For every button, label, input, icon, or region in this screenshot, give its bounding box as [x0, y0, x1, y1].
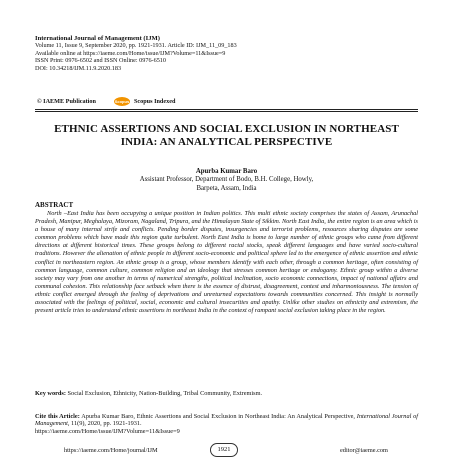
- author-block: [40, 168, 413, 193]
- footer-journal-link[interactable]: https://iaeme.com/Home/journal/IJM: [64, 447, 158, 454]
- cite-url-link[interactable]: https://iaeme.com/Home/issue/IJM?Volume=11&Issue=9: [35, 427, 180, 435]
- journal-name: International Journal of Management (IJM): [35, 35, 160, 42]
- issn-line: ISSN Print: 0976-6502 and ISSN Online: 0976-6510: [35, 57, 166, 65]
- volume-line: Volume 11, Issue 9, September 2020, pp. 1921-1931. Article ID: IJM_11_09_183: [35, 42, 237, 50]
- cite-text-1: Apurba Kumar Baro, Ethnic Assertions and Social Exclusion in Northeast India: An Analytical Perspective,: [81, 413, 355, 420]
- cite-journal: International Journal of Management,: [35, 413, 419, 428]
- available-online-line: Available online at https://iaeme.com/Home/issue/IJM?Volume=11&Issue=9: [35, 49, 226, 57]
- journal-header: [35, 35, 425, 72]
- cite-label: Cite this Article:: [35, 413, 80, 420]
- abstract-text: North –East India has been occupying a unique position in Indian politics. This multi ethnic society comprises the states of Assam, Arunachal Pradesh, Manipur, Meghalaya, Mizoram, Nagaland, Tripura, and the Himalayan State of Sikkim. North East India, the entire region is an area which is a house of many internal strife and conflicts. Pending border disputes, insurgencies and terrorist problems, resources sharing disputes are some common problems which have made this region quite turbulent. North East India is home to large number of ethnic groups who came from different directions at different historical times. These groups belong to different racial stocks, speak different languages and have varied socio-cultural traditions. However the alienation of ethnic people in different socio-economic and political sphere led to the emergence of ethnic assertion and ethnic conflict in northeastern region. An ethnic group is a group, whose members identify with each other, through a common heritage, often consisting of common language, common culture, common religion and an ideology that stresses common heritage or endogamy. Ethnic group within a diverse society may vary from one another in terms of numerical strengths, political inclination, socio economic connections, impact of national affairs and communal cohesion. This relationship face setback when there is the essence of distrust, disagreement, contest and inharmoniousness. The tension of ethnic conflict emerged through the feeling of deprivations and unreturned expectations towards communities concerned. This insight is normally associated with the feelings of political, social, economic and cultural insecurities and apathy. Unlike other studies on ethnicity and extremism, the present article tries to understand ethnic assertions in northeast India in the context of rampant social exclusion taking place in the region.: [35, 210, 418, 315]
- keywords-label: Key words:: [35, 390, 66, 397]
- scopus-logo: Scopus: [114, 98, 130, 104]
- scopus-indexed-label: Scopus Indexed: [133, 97, 176, 105]
- article-title: ETHNIC ASSERTIONS AND SOCIAL EXCLUSION IN NORTHEAST INDIA: AN ANALYTICAL PERSPECTIVE: [54, 123, 399, 148]
- cite-text-2: 11(9), 2020, pp. 1921-1931.: [71, 420, 142, 428]
- author-affiliation-2: Barpeta, Assam, India: [196, 184, 257, 192]
- citation: [35, 413, 418, 435]
- keywords: [35, 390, 418, 398]
- header-divider-bottom: [35, 111, 418, 112]
- header-divider-top: [35, 109, 418, 110]
- footer-email-link[interactable]: editor@iaeme.com: [340, 447, 388, 454]
- author-name: Apurba Kumar Baro: [195, 168, 258, 175]
- doi-line: DOI: 10.34218/IJM.11.9.2020.183: [35, 64, 122, 72]
- author-affiliation-1: Assistant Professor, Department of Bodo, B.H. College, Howly,: [139, 176, 314, 184]
- iaeme-publication-label: © IAEME Publication: [37, 97, 96, 105]
- footer-page-number: 1921: [210, 443, 238, 457]
- publisher-logos: [35, 96, 175, 106]
- keywords-text: Social Exclusion, Ethnicity, Nation-Building, Tribal Community, Extremism.: [67, 390, 263, 397]
- abstract-heading: ABSTRACT: [35, 201, 74, 209]
